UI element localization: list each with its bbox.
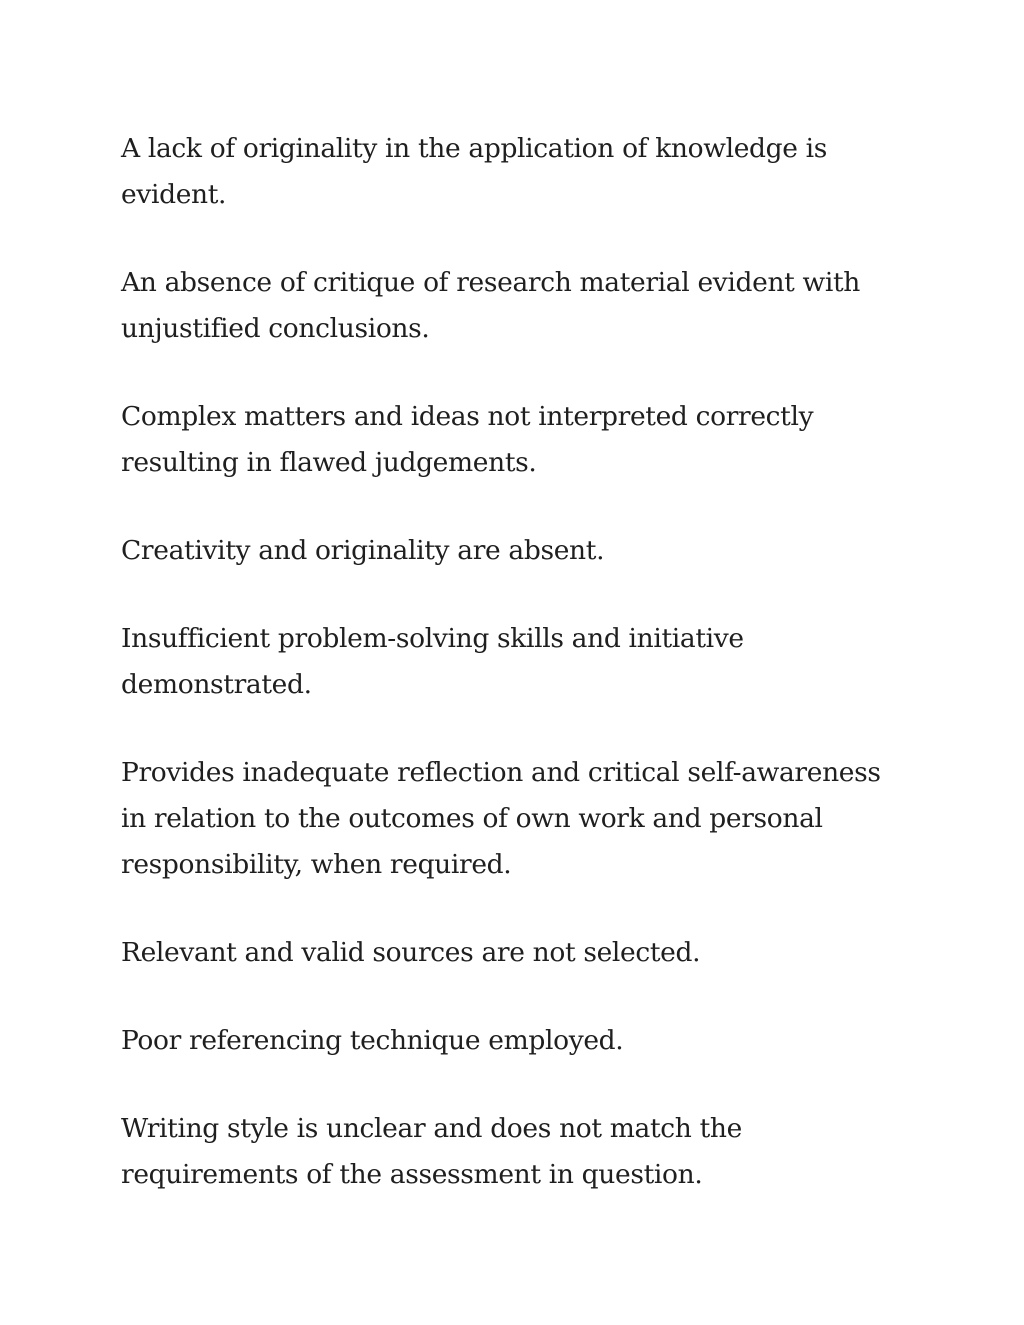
paragraph-referencing: Poor referencing technique employed. (121, 1025, 624, 1056)
paragraph-writing-style: Writing style is unclear and does not match the requirements of the assessment in question. (121, 1113, 742, 1190)
paragraph-originality: A lack of originality in the application of knowledge is evident. (121, 133, 828, 210)
paragraph-reflection: Provides inadequate reflection and critical self-awareness in relation to the outcomes of own work and personal responsibility, when required. (121, 757, 881, 880)
paragraph-creativity: Creativity and originality are absent. (121, 535, 605, 566)
document-body (121, 126, 911, 1240)
paragraph-critique: An absence of critique of research material evident with unjustified conclusions. (121, 267, 861, 344)
paragraph-sources: Relevant and valid sources are not selected. (121, 937, 701, 968)
paragraph-problem-solving: Insufficient problem-solving skills and initiative demonstrated. (121, 623, 744, 700)
paragraph-complex-matters: Complex matters and ideas not interpreted correctly resulting in flawed judgements. (121, 401, 814, 478)
